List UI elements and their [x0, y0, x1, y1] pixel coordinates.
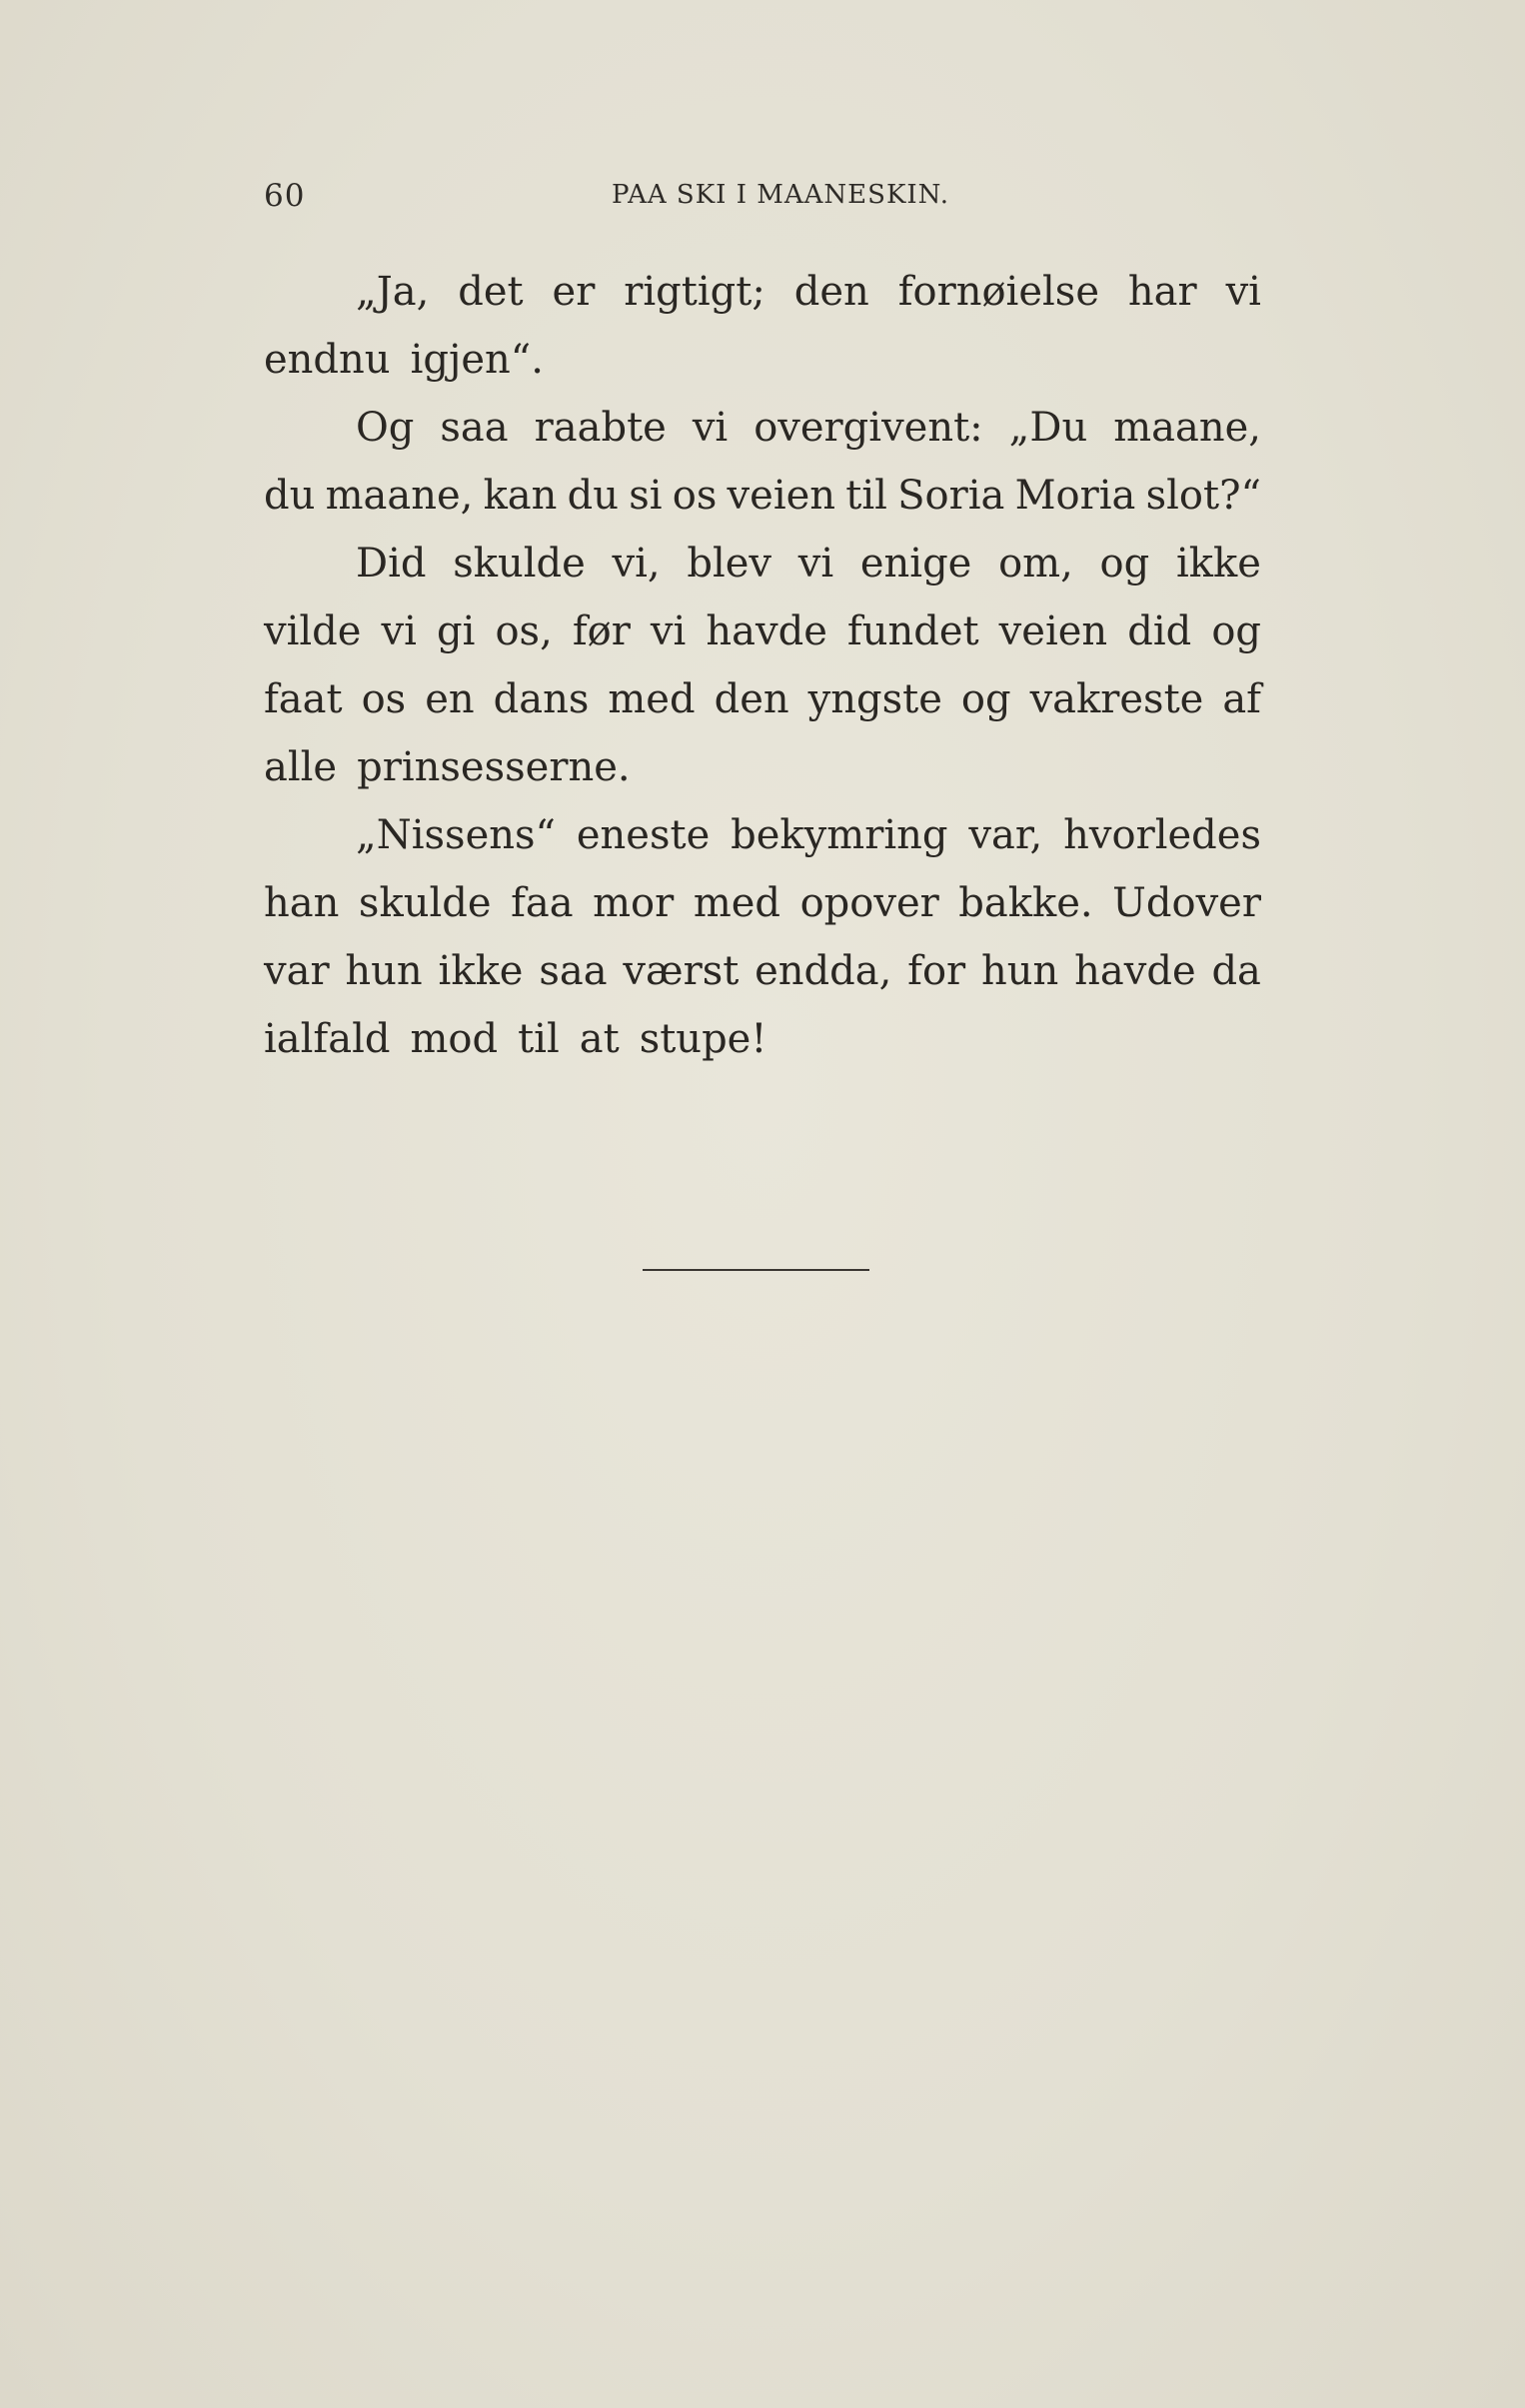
word: vi — [797, 541, 834, 587]
word: os — [672, 473, 718, 519]
word: si — [629, 473, 663, 519]
word: maane, — [325, 473, 474, 519]
word: veien — [727, 473, 836, 519]
word: at — [579, 1016, 620, 1062]
word: hun — [981, 948, 1059, 994]
word: Did — [356, 541, 427, 587]
word: kan — [483, 473, 558, 519]
word: og — [1099, 541, 1150, 587]
text-line — [264, 869, 1261, 937]
word: før — [572, 608, 631, 654]
word: opover — [799, 880, 939, 926]
word: „Nissens“ — [356, 812, 556, 858]
word: det — [458, 269, 524, 315]
word: dans — [493, 676, 590, 722]
word: du — [264, 473, 316, 519]
word: „Ja, — [356, 269, 430, 315]
word: vi — [381, 608, 417, 654]
word: rigtigt; — [624, 269, 765, 315]
word: fundet — [846, 608, 979, 654]
word: veien — [998, 608, 1108, 654]
text-line — [264, 598, 1261, 665]
word: ikke — [1175, 541, 1261, 587]
word: eneste — [576, 812, 711, 858]
word: bakke. — [958, 880, 1093, 926]
text-line — [264, 530, 1261, 598]
word: vakreste — [1029, 676, 1204, 722]
text-line — [264, 937, 1261, 1005]
word: var, — [968, 812, 1043, 858]
word: saa — [440, 405, 509, 451]
word: bekymring — [731, 812, 948, 858]
word: du — [567, 473, 619, 519]
word: ikke — [438, 948, 524, 994]
word: endnu — [264, 337, 391, 383]
word: værst — [623, 948, 740, 994]
word: har — [1127, 269, 1197, 315]
word: raabte — [534, 405, 667, 451]
word: den — [793, 269, 869, 315]
word: og — [1211, 608, 1261, 654]
word: vi, — [612, 541, 661, 587]
text-line — [264, 326, 1261, 394]
word: prinsesserne. — [357, 744, 631, 790]
word: til — [845, 473, 887, 519]
word: saa — [539, 948, 608, 994]
word: blev — [687, 541, 772, 587]
word: han — [264, 880, 340, 926]
word: Soria — [897, 473, 1005, 519]
word: mor — [593, 880, 675, 926]
word: havde — [706, 608, 827, 654]
word: vi — [650, 608, 687, 654]
text-line — [264, 733, 1261, 801]
text-line — [264, 258, 1261, 326]
word: med — [608, 676, 696, 722]
word: om, — [998, 541, 1073, 587]
word: ialfald — [264, 1016, 391, 1062]
text-line — [264, 801, 1261, 869]
word: igjen“. — [410, 337, 544, 383]
word: slot?“ — [1145, 473, 1261, 519]
word: da — [1211, 948, 1261, 994]
word: overgivent: — [754, 405, 983, 451]
word: maane, — [1113, 405, 1261, 451]
word: og — [960, 676, 1011, 722]
word: hun — [345, 948, 423, 994]
word: mod — [410, 1016, 499, 1062]
word: yngste — [807, 676, 942, 722]
word: gi — [436, 608, 476, 654]
word: er — [552, 269, 596, 315]
word: var — [264, 948, 330, 994]
word: vi — [1225, 269, 1261, 315]
word: havde — [1074, 948, 1196, 994]
text-line — [264, 394, 1261, 462]
text-line — [264, 1005, 1261, 1073]
word: os — [361, 676, 407, 722]
word: en — [425, 676, 475, 722]
word: os, — [495, 608, 553, 654]
word: Moria — [1014, 473, 1136, 519]
word: med — [693, 880, 781, 926]
word: vilde — [264, 608, 362, 654]
word: did — [1127, 608, 1192, 654]
text-line — [264, 665, 1261, 733]
word: faat — [264, 676, 343, 722]
word: skulde — [358, 880, 492, 926]
word: endda, — [755, 948, 892, 994]
word: af — [1222, 676, 1261, 722]
word: „Du — [1008, 405, 1088, 451]
word: alle — [264, 744, 338, 790]
word: Og — [356, 405, 415, 451]
word: Udover — [1112, 880, 1261, 926]
word: skulde — [453, 541, 586, 587]
word: stupe! — [639, 1016, 767, 1062]
word: fornøielse — [897, 269, 1099, 315]
running-title: PAA SKI I MAANESKIN. — [612, 180, 949, 210]
word: den — [714, 676, 789, 722]
body-text — [264, 258, 1261, 1073]
word: for — [907, 948, 966, 994]
word: til — [518, 1016, 560, 1062]
word: vi — [692, 405, 729, 451]
word: enige — [859, 541, 972, 587]
text-line — [264, 462, 1261, 530]
page-number: 60 — [264, 178, 306, 214]
section-divider — [643, 1269, 869, 1271]
word: faa — [511, 880, 574, 926]
word: hvorledes — [1063, 812, 1261, 858]
